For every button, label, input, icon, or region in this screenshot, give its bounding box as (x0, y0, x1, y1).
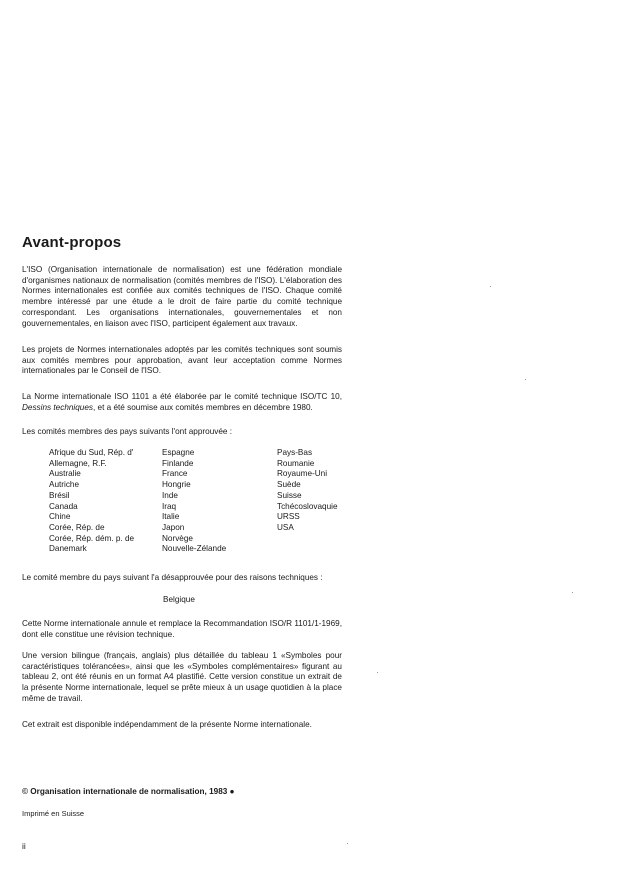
paragraph-replaces: Cette Norme internationale annule et remplace la Recommandation ISO/R 1101/1-1969, dont elle constitue une révision technique. (22, 619, 342, 639)
paragraph-iso-1101-part2: , et a été soumise aux comités membres en décembre 1980. (93, 402, 313, 412)
paragraph-availability: Cet extrait est disponible indépendamment de la présente Norme internationale. (22, 720, 312, 729)
page-number: ii (22, 841, 26, 851)
country-name: Japon (162, 522, 185, 532)
country-name: Corée, Rép. de (49, 522, 105, 532)
countries-column-1 (49, 448, 134, 555)
paragraph-bilingual-version: Une version bilingue (français, anglais) plus détaillée du tableau 1 «Symboles pour caractéristiques tolérancées», ainsi que les «Symboles complémentaires» figurant au tableau 2, ont été réunis en un format A4 plastifié. Cette version constitue un extrait de la présente Norme internationale, lequel se prête mieux à un usage quotidien à la place même de travail. (22, 651, 342, 703)
country-name: Royaume-Uni (277, 469, 328, 479)
scan-speck (347, 843, 348, 844)
country-name: Italie (162, 512, 180, 522)
scan-speck (572, 592, 573, 593)
printed-in: Imprimé en Suisse (22, 809, 85, 818)
country-name: Iraq (162, 501, 177, 511)
paragraph-disapproval: Le comité membre du pays suivant l'a désapprouvée pour des raisons techniques : (22, 573, 323, 582)
country-name: Chine (49, 512, 71, 522)
scan-speck (525, 379, 526, 380)
country-name: Tchécoslovaquie (277, 501, 338, 511)
paragraph-iso-1101 (22, 392, 342, 413)
paragraph-iso-1101-part1: La Norme internationale ISO 1101 a été élaborée par le comité technique ISO/TC 10, (22, 392, 342, 401)
countries-column-2 (162, 448, 226, 555)
scan-speck (490, 286, 491, 287)
paragraph-iso-intro: L'ISO (Organisation internationale de normalisation) est une fédération mondiale d'organismes nationaux de normalisation (comités membres de l'ISO). L'élaboration des Normes internationales est confiée aux comités techniques de l'ISO. Chaque comité membre intéressé par une étude a le droit de faire partie du comité technique correspondant. Les organisations internationales, gouvernementales et non gouvernementales, en liaison avec l'ISO, participent également aux travaux. (22, 265, 342, 328)
country-name: Norvège (162, 533, 193, 543)
paragraph-draft-standards: Les projets de Normes internationales adoptés par les comités techniques sont soumis aux comités membres pour approbation, avant leur acceptation comme Normes internationales par le Conseil de l'ISO. (22, 345, 342, 376)
country-name: France (162, 469, 188, 479)
disapproving-country: Belgique (163, 595, 195, 604)
country-name: Espagne (162, 448, 195, 457)
country-name: Nouvelle-Zélande (162, 544, 227, 554)
country-name: Pays-Bas (277, 448, 313, 457)
paragraph-approvals-intro: Les comités membres des pays suivants l'ont approuvée : (22, 427, 232, 436)
country-name: Allemagne, R.F. (49, 458, 107, 468)
country-name: Suède (277, 480, 301, 490)
country-name: Autriche (49, 480, 80, 490)
countries-column-3 (277, 448, 338, 534)
country-name: Corée, Rép. dém. p. de (49, 533, 135, 543)
country-name: USA (277, 522, 294, 532)
country-name: Hongrie (162, 480, 191, 490)
country-name: Suisse (277, 490, 302, 500)
country-name: Finlande (162, 458, 194, 468)
country-name: Inde (162, 490, 178, 500)
country-name: Canada (49, 501, 78, 511)
scan-speck (377, 672, 378, 673)
country-name: Australie (49, 469, 81, 479)
page-title: Avant-propos (22, 234, 122, 251)
committee-title: Dessins techniques (22, 402, 93, 412)
copyright-notice: © Organisation internationale de normalisation, 1983 ● (22, 787, 235, 796)
country-name: Roumanie (277, 458, 315, 468)
country-name: URSS (277, 512, 300, 522)
country-name: Danemark (49, 544, 87, 554)
country-name: Afrique du Sud, Rép. d' (49, 448, 134, 457)
country-name: Brésil (49, 490, 70, 500)
